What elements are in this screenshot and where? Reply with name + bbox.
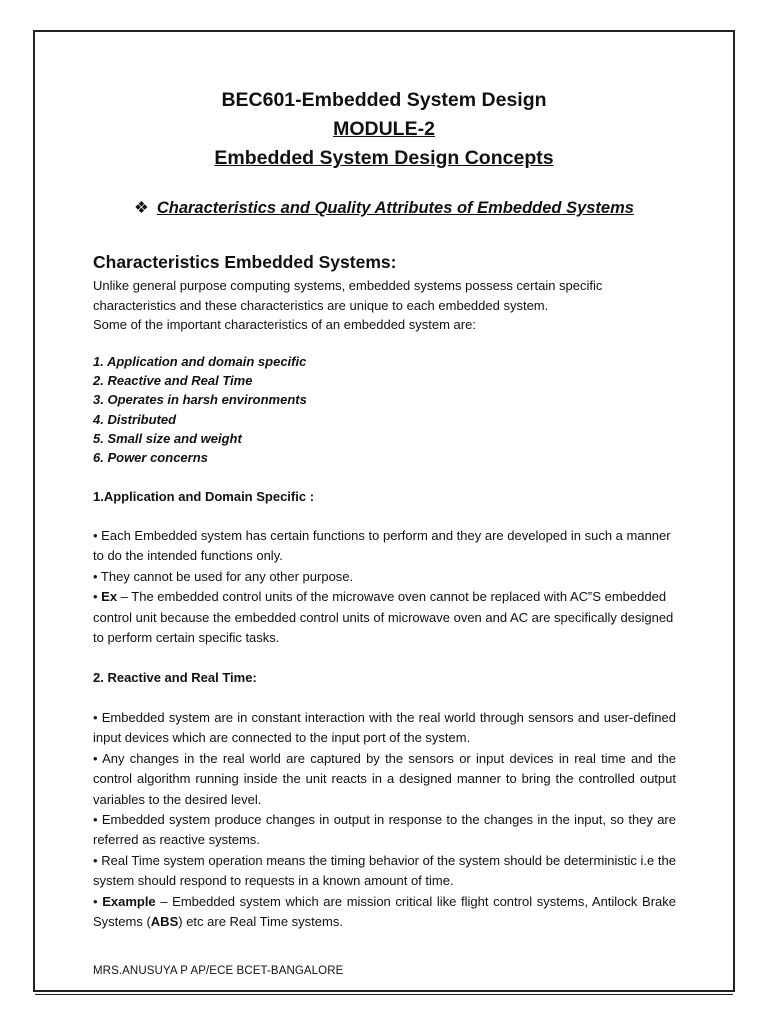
characteristics-intro (93, 276, 676, 335)
section2-paragraph: • Real Time system operation means the timing behavior of the system should be deterministic i.e the system should respond to requests in a known amount of time. (93, 852, 676, 889)
section1-paragraph: • Each Embedded system has certain functions to perform and they are developed in such a manner to do the intended functions only. (93, 528, 671, 564)
intro-paragraph-1: Unlike general purpose computing systems, embedded systems possess certain specific characteristics and these characteristics are unique to each embedded system. (93, 278, 603, 313)
characteristics-list (93, 352, 307, 467)
example-label: Ex (101, 589, 118, 605)
bullet: • (93, 589, 102, 605)
list-item: 5. Small size and weight (93, 430, 242, 446)
document-header (0, 86, 768, 173)
list-item: 6. Power concerns (93, 450, 208, 466)
list-item: 2. Reactive and Real Time (93, 373, 253, 389)
list-item: 3. Operates in harsh environments (93, 392, 307, 408)
footer-author: MRS.ANUSUYA P AP/ECE BCET-BANGALORE (93, 965, 344, 977)
list-item: 4. Distributed (93, 411, 177, 427)
section1-paragraph: • They cannot be used for any other purpose. (93, 568, 354, 584)
module-title: MODULE-2 (333, 118, 435, 140)
topic-heading (0, 198, 768, 218)
topic-title: Characteristics and Quality Attributes of Embedded Systems (156, 199, 634, 217)
example-text: – Embedded system which are mission critical like flight control systems, Antilock Brake Systems ( (93, 893, 676, 930)
diamond-bullet-icon: ❖ (134, 199, 149, 217)
section1-paragraph (93, 587, 676, 648)
section2-paragraph: • Embedded system produce changes in output in response to the changes in the input, so they are referred as reactive systems. (93, 812, 676, 848)
abs-label: ABS (150, 914, 179, 930)
course-title: BEC601-Embedded System Design (221, 89, 547, 111)
section2-paragraph: • Any changes in the real world are captured by the sensors or input devices in real time and the control algorithm running inside the unit reacts in a designed manner to bring the controlled output variables to the desired level. (93, 750, 676, 807)
section2-paragraph (93, 892, 676, 933)
section2-body (93, 708, 676, 932)
example-text: – The embedded control units of the microwave oven cannot be replaced with AC‟S embedded control unit because the embedded control units of microwave oven and AC are specifically designed to perform certain specific tasks. (93, 589, 674, 646)
intro-paragraph-2: Some of the important characteristics of an embedded system are: (93, 317, 476, 333)
list-item: 1. Application and domain specific (93, 354, 307, 369)
section2-heading: 2. Reactive and Real Time: (93, 670, 257, 685)
section2-paragraph: • Embedded system are in constant interaction with the real world through sensors and user-defined input devices which are connected to the input port of the system. (93, 710, 676, 746)
characteristics-heading: Characteristics Embedded Systems: (93, 252, 397, 272)
section1-body (93, 526, 676, 648)
section1-heading: 1.Application and Domain Specific : (93, 489, 315, 504)
example-label: Example (102, 893, 156, 909)
bullet: • (93, 893, 103, 909)
example-text: ) etc are Real Time systems. (178, 914, 343, 930)
document-subtitle: Embedded System Design Concepts (214, 147, 554, 169)
